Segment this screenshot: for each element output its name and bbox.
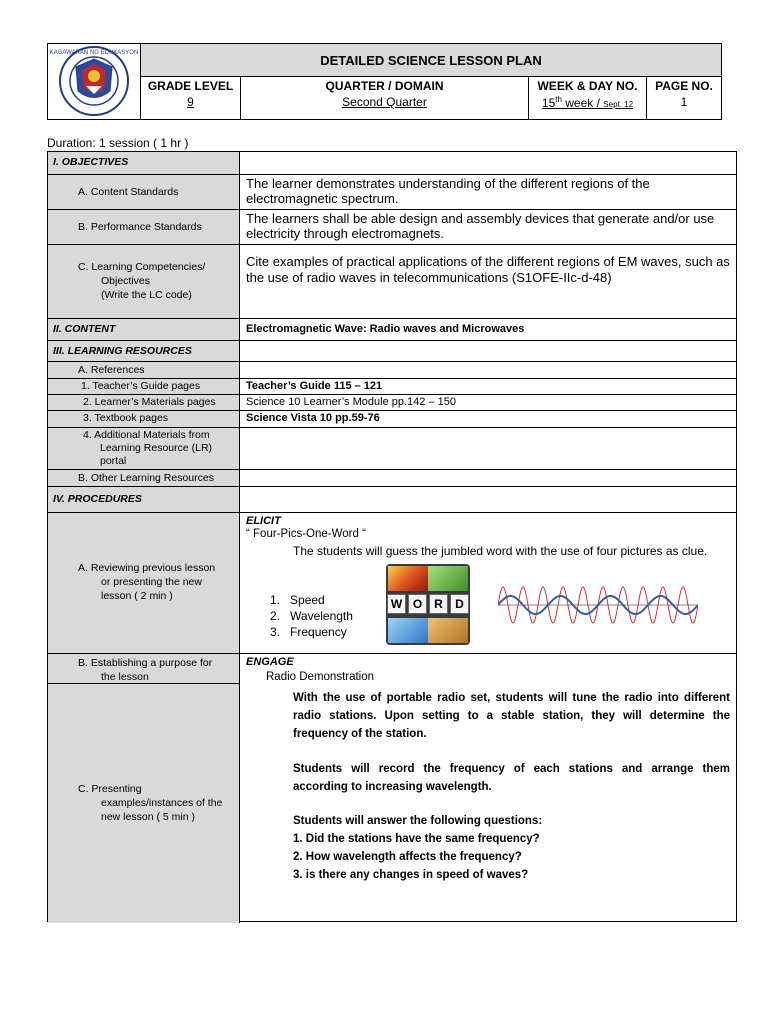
animal-picture-icon [428, 566, 468, 591]
word-tiles [387, 594, 469, 614]
content-standards-label-cell [48, 175, 240, 210]
competencies-label-line2: Objectives [101, 275, 151, 287]
resources-heading: III. LEARNING RESOURCES [53, 345, 192, 357]
engage-question: 2. How wavelength affects the frequency? [293, 851, 522, 863]
fire-picture-icon [388, 566, 428, 591]
procedures-heading-cell [48, 487, 240, 513]
elicit-list-item: 2. Wavelength [270, 609, 353, 623]
wave-illustration [498, 570, 698, 640]
other-resources-blank [240, 470, 736, 487]
header-table [47, 43, 722, 120]
review-label-line1: A. Reviewing previous lesson [78, 562, 216, 574]
elicit-title: ELICIT [246, 515, 281, 527]
desert-picture-icon [428, 618, 468, 643]
objectives-heading-cell [48, 152, 240, 175]
week-text: week / [561, 96, 604, 110]
resources-heading-cell [48, 341, 240, 362]
presenting-label-line3: new lesson ( 5 min ) [101, 811, 195, 823]
quarter-value: Second Quarter [342, 95, 427, 109]
review-label-line2: or presenting the new [101, 576, 202, 588]
word-tile: D [450, 594, 469, 614]
purpose-label-cell [48, 654, 240, 684]
additional-label-line1: 4. Additional Materials from [83, 429, 210, 441]
performance-standards-label-cell [48, 210, 240, 245]
competencies-label-cell [48, 245, 240, 319]
procedures-heading: IV. PROCEDURES [53, 493, 142, 505]
textbook-text: Science Vista 10 pp.59-76 [240, 411, 736, 428]
content-heading-cell [48, 319, 240, 341]
review-label-cell [48, 513, 240, 654]
engage-subtitle: Radio Demonstration [266, 671, 375, 683]
presenting-label-cell [48, 684, 240, 923]
deped-seal-cell [48, 44, 141, 119]
content-standards-label: A. Content Standards [78, 186, 179, 198]
references-label: A. References [78, 364, 145, 376]
week-date: Sept. 12 [603, 100, 634, 109]
grade-level-cell [141, 77, 241, 119]
content-standards-text: The learner demonstrates understanding of the different regions of the electromagnetic spectrum. [240, 175, 736, 210]
elicit-description: The students will guess the jumbled word with the use of four pictures as clue. [293, 544, 708, 558]
grade-level-label: GRADE LEVEL [147, 79, 234, 93]
sky-picture-icon [388, 618, 428, 643]
engage-paragraph-1: With the use of portable radio set, students will tune the radio into different radio stations. Upon setting to a stable station, they will determine the frequency of the station. [293, 692, 730, 740]
tg-label-cell [48, 379, 240, 395]
deped-seal-icon [48, 44, 140, 119]
performance-standards-text: The learners shall be able design and assembly devices that generate and/or use electricity through electromagnets. [240, 210, 736, 245]
references-label-cell [48, 362, 240, 379]
page-value: 1 [680, 95, 688, 109]
tg-label: 1. Teacher’s Guide pages [81, 380, 201, 392]
word-tile: W [387, 594, 406, 614]
grade-level-value: 9 [187, 95, 194, 109]
additional-blank [240, 428, 736, 470]
quarter-cell [241, 77, 529, 119]
procedures-heading-blank [240, 487, 736, 513]
week-cell [529, 77, 647, 119]
competencies-label-line1: C. Learning Competencies/ [78, 261, 206, 273]
additional-label-line3: portal [100, 455, 127, 467]
other-resources-label: B. Other Learning Resources [78, 472, 214, 484]
elicit-cell [240, 513, 736, 654]
duration-text: Duration: 1 session ( 1 hr ) [47, 136, 189, 150]
week-suffix: th [555, 95, 562, 104]
review-label-line3: lesson ( 2 min ) [101, 590, 173, 602]
week-number: 15 [541, 96, 556, 110]
presenting-label-line1: C. Presenting [78, 783, 142, 795]
lm-label-cell [48, 395, 240, 411]
content-heading: II. CONTENT [53, 323, 116, 335]
lm-label: 2. Learner’s Materials pages [83, 396, 216, 408]
word-tile: R [429, 594, 448, 614]
word-tile: O [408, 594, 427, 614]
competencies-label [78, 260, 205, 302]
objectives-heading: I. OBJECTIVES [53, 156, 129, 168]
competencies-label-line3: (Write the LC code) [101, 289, 192, 301]
engage-cell [240, 654, 736, 923]
additional-label-line2: Learning Resource (LR) [100, 442, 213, 454]
review-label [78, 561, 215, 603]
tg-text: Teacher’s Guide 115 – 121 [240, 379, 736, 395]
presenting-label [78, 782, 222, 824]
elicit-list-item: 3. Frequency [270, 625, 347, 639]
engage-title: ENGAGE [246, 656, 294, 668]
lesson-plan-table [47, 151, 737, 922]
references-blank [240, 362, 736, 379]
resources-heading-blank [240, 341, 736, 362]
elicit-game: “ Four-Pics-One-Word “ [246, 528, 366, 540]
lesson-plan-title: DETAILED SCIENCE LESSON PLAN [141, 44, 721, 77]
purpose-label [78, 656, 212, 684]
week-value [529, 95, 646, 110]
week-label: WEEK & DAY NO. [537, 79, 638, 93]
lm-text: Science 10 Learner’s Module pp.142 – 150 [240, 395, 736, 411]
engage-question: 3. is there any changes in speed of waves? [293, 869, 529, 881]
additional-label-cell [48, 428, 240, 470]
four-pics-one-word-image [386, 564, 470, 645]
engage-paragraph-3: Students will answer the following questions: [293, 815, 543, 827]
presenting-label-line2: examples/instances of the [101, 797, 223, 809]
engage-paragraph-2: Students will record the frequency of each stations and arrange them according to increasing wavelength. [293, 763, 730, 793]
other-resources-label-cell [48, 470, 240, 487]
engage-question: 1. Did the stations have the same frequency? [293, 833, 540, 845]
quarter-label: QUARTER / DOMAIN [325, 79, 444, 93]
elicit-list [270, 592, 353, 640]
additional-label [83, 429, 212, 468]
objectives-heading-blank [240, 152, 736, 175]
engage-questions [293, 830, 540, 884]
textbook-label-cell [48, 411, 240, 428]
competencies-text: Cite examples of practical applications of the different regions of EM waves, such as the use of radio waves in telecommunications (S1OFE-IIc-d-48) [240, 245, 736, 319]
content-text: Electromagnetic Wave: Radio waves and Microwaves [240, 319, 736, 341]
performance-standards-label: B. Performance Standards [78, 221, 202, 233]
page-cell [647, 77, 721, 119]
page-label: PAGE NO. [655, 79, 713, 93]
textbook-label: 3. Textbook pages [83, 412, 169, 424]
purpose-label-line2: the lesson [101, 671, 149, 683]
svg-text:KAGAWARAN NG EDUKASYON: KAGAWARAN NG EDUKASYON [49, 50, 139, 56]
purpose-label-line1: B. Establishing a purpose for [78, 657, 213, 669]
elicit-list-item: 1. Speed [270, 593, 325, 607]
